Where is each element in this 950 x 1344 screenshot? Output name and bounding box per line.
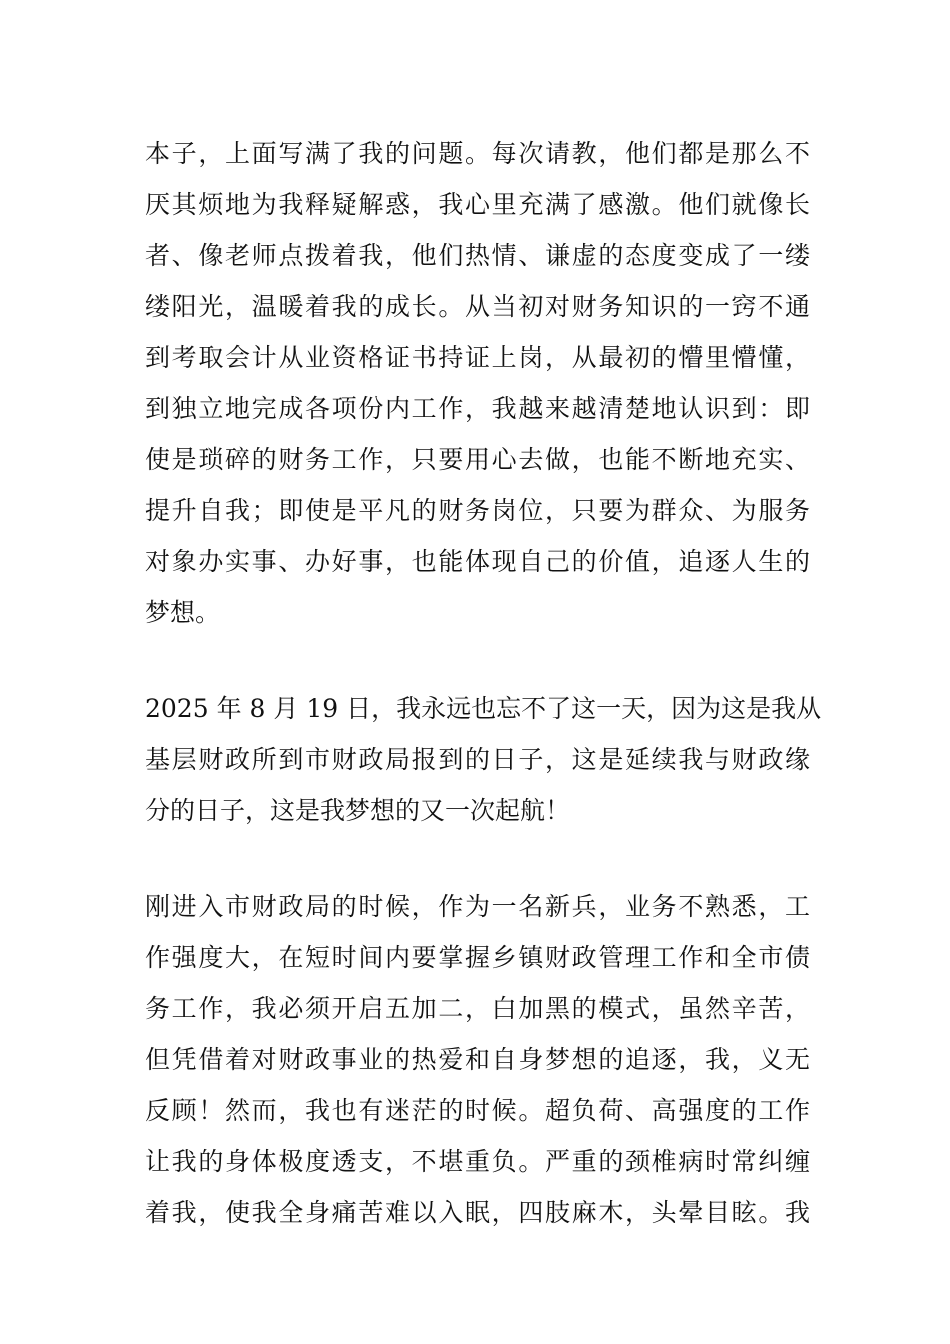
- text-line: 者、像老师点拨着我，他们热情、谦虚的态度变成了一缕: [145, 241, 810, 270]
- text-line: 基层财政所到市财政局报到的日子，这是延续我与财政缘: [145, 745, 810, 774]
- text-line: 分的日子，这是我梦想的又一次起航！: [145, 796, 571, 825]
- text-line: 对象办实事、办好事，也能体现自己的价值，追逐人生的: [145, 547, 810, 576]
- text-line: 本子，上面写满了我的问题。每次请教，他们都是那么不: [145, 139, 810, 168]
- text-line: 着我，使我全身痛苦难以入眠，四肢麻木，头晕目眩。我: [145, 1198, 810, 1227]
- text-line: 让我的身体极度透支，不堪重负。严重的颈椎病时常纠缠: [145, 1147, 810, 1176]
- paragraph-2: [145, 683, 822, 836]
- document-body: [145, 128, 822, 1238]
- text-line: 缕阳光，温暖着我的成长。从当初对财务知识的一窍不通: [145, 292, 810, 321]
- text-line: 厌其烦地为我释疑解惑，我心里充满了感激。他们就像长: [145, 190, 810, 219]
- text-line: 到独立地完成各项份内工作，我越来越清楚地认识到：即: [145, 394, 810, 423]
- text-line: 2025 年 8 月 19 日，我永远也忘不了这一天，因为这是我从: [145, 694, 822, 723]
- text-line: 刚进入市财政局的时候，作为一名新兵，业务不熟悉，工: [145, 892, 810, 921]
- text-line: 作强度大，在短时间内要掌握乡镇财政管理工作和全市债: [145, 943, 810, 972]
- paragraph-spacer: [145, 836, 810, 881]
- text-line: 但凭借着对财政事业的热爱和自身梦想的追逐，我，义无: [145, 1045, 810, 1074]
- text-line: 到考取会计从业资格证书持证上岗，从最初的懵里懵懂，: [145, 343, 810, 372]
- paragraph-spacer: [145, 638, 810, 683]
- text-line: 使是琐碎的财务工作，只要用心去做，也能不断地充实、: [145, 445, 810, 474]
- paragraph-1: [145, 128, 810, 638]
- text-line: 反顾！然而，我也有迷茫的时候。超负荷、高强度的工作: [145, 1096, 810, 1125]
- text-line: 提升自我；即使是平凡的财务岗位，只要为群众、为服务: [145, 496, 810, 525]
- text-line: 务工作，我必须开启五加二，白加黑的模式，虽然辛苦，: [145, 994, 810, 1023]
- text-line: 梦想。: [145, 598, 221, 627]
- paragraph-3: [145, 881, 810, 1238]
